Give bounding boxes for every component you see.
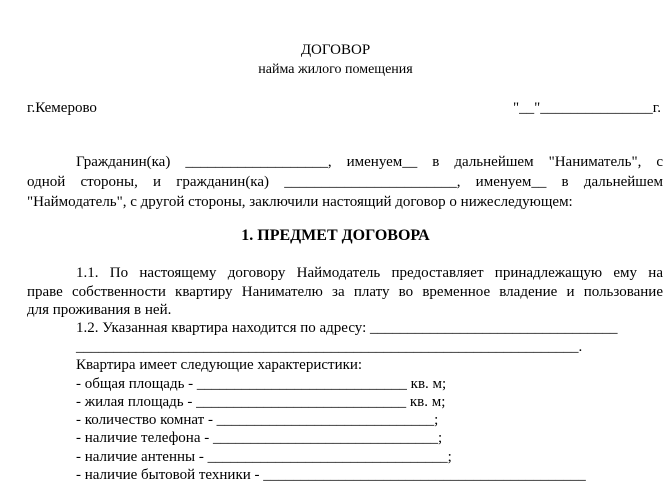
clause-1-2-line-1: 1.2. Указанная квартира находится по адресу: _________________________________ [76, 320, 618, 336]
list-item: - наличие бытовой техники - ___________________________________________ [76, 467, 586, 483]
document-title: ДОГОВОР [300, 42, 371, 58]
clause-1-1-line-3: для проживания в ней. [27, 302, 172, 318]
list-item: - жилая площадь - ____________________________ кв. м; [76, 394, 446, 410]
characteristics-intro: Квартира имеет следующие характеристики: [76, 357, 363, 373]
preamble-line-1: Гражданин(ка) ___________________, именуем__ в дальнейшем "Наниматель", с [76, 154, 663, 170]
section-heading: 1. ПРЕДМЕТ ДОГОВОРА [241, 227, 430, 244]
list-item: - количество комнат - _____________________________; [76, 412, 439, 428]
clause-1-1-line-1: 1.1. По настоящему договору Наймодатель предоставляет принадлежащую ему на [76, 265, 663, 281]
preamble-line-2: одной стороны, и гражданин(ка) _______________________, именуем__ в дальнейшем [27, 174, 663, 190]
document-subtitle: найма жилого помещения [258, 62, 413, 77]
list-item: - общая площадь - ____________________________ кв. м; [76, 376, 447, 392]
clause-1-1-line-2: праве собственности квартиру Нанимателю за плату во временное владение и пользование [27, 284, 663, 300]
list-item: - наличие антенны - ________________________________; [76, 449, 452, 465]
list-item: - наличие телефона - ______________________________; [76, 430, 443, 446]
preamble-line-3: "Наймодатель", с другой стороны, заключили настоящий договор о нижеследующем: [27, 194, 573, 210]
clause-1-2-line-2: ___________________________________________________________________. [76, 339, 583, 355]
date-line: "__"_______________г. [513, 100, 661, 116]
city-label: г.Кемерово [27, 100, 97, 116]
